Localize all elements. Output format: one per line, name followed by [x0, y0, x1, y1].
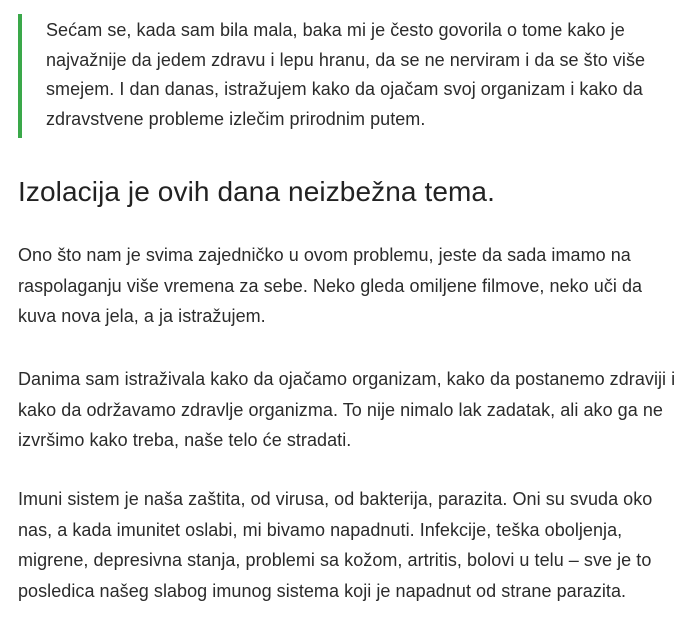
article-body [18, 0, 682, 601]
blockquote [18, 0, 682, 138]
paragraph-3: Imuni sistem je naša zaštita, od virusa, od bakterija, parazita. Oni su svuda oko nas, a kada imunitet oslabi, mi bivamo napadnuti. Infekcije, teška oboljenja, migrene, depresivna stanja, problemi sa kožom, artritis, bolovi u telu – sve je to posledica našeg slabog imunog sistema koji je napadnut od strane parazita. [18, 489, 653, 601]
paragraph-1: Ono što nam je svima zajedničko u ovom problemu, jeste da sada imamo na raspolaganju više vremena za sebe. Neko gleda omiljene filmove, neko uči da kuva nova jela, a ja istražujem. [18, 245, 643, 326]
section-heading: Izolacija je ovih dana neizbežna tema. [18, 176, 495, 207]
blockquote-text: Sećam se, kada sam bila mala, baka mi je često govorila o tome kako je najvažnije da jedem zdravu i lepu hranu, da se ne nerviram i da se što više smejem. I dan danas, istražujem kako da ojačam svoj organizam i kako da zdravstvene probleme izlečim prirodnim putem. [46, 20, 646, 129]
paragraph-2: Danima sam istraživala kako da ojačamo organizam, kako da postanemo zdraviji i kako da održavamo zdravlje organizma. To nije nimalo lak zadatak, ali ako ga ne izvršimo kako treba, naše telo će stradati. [18, 369, 676, 450]
blockquote-accent-bar [18, 14, 22, 138]
